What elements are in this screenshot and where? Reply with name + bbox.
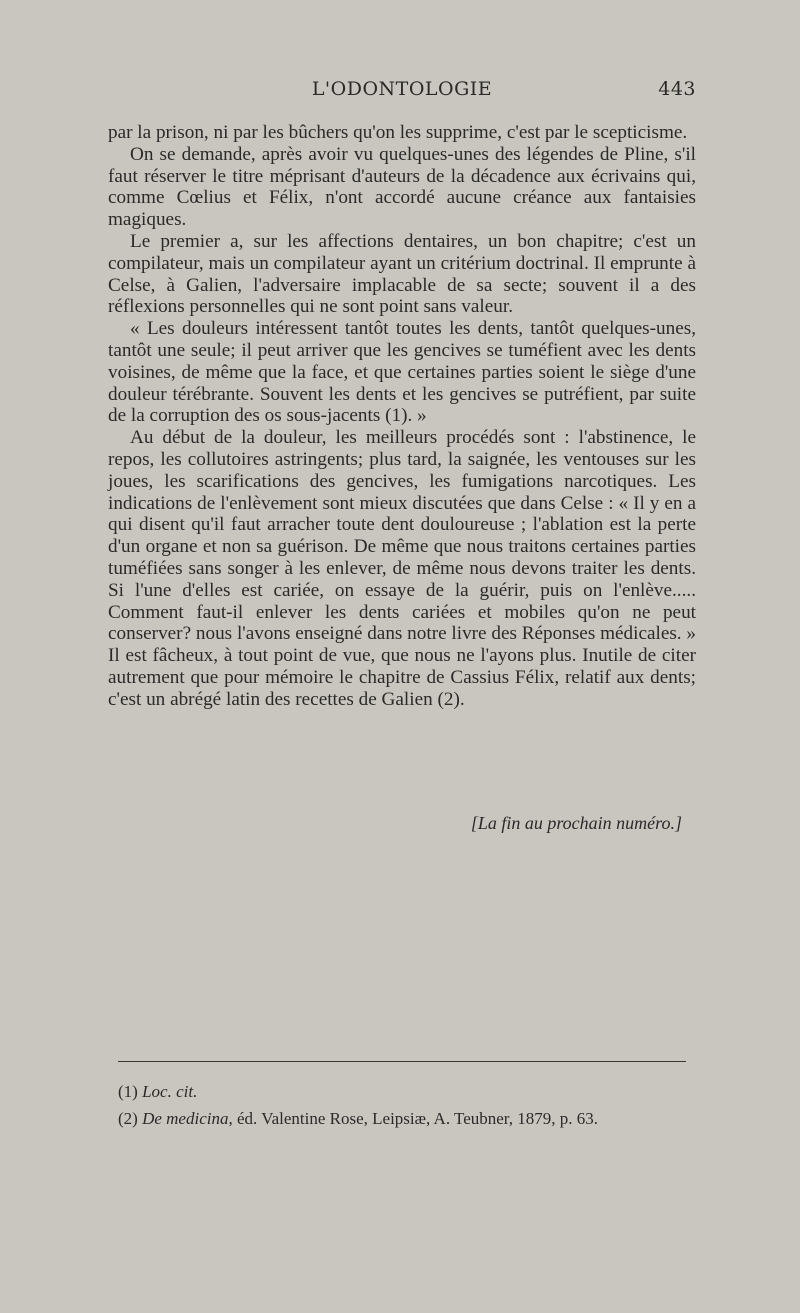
paragraph-continued: par la prison, ni par les bûchers qu'on les supprime, c'est par le scepticisme.	[108, 122, 688, 143]
footnote-title: Loc. cit.	[142, 1082, 198, 1101]
footnote	[118, 1078, 698, 1105]
footnote-rule	[118, 1061, 686, 1062]
paragraph: On se demande, après avoir vu quelques-unes des légendes de Pline, s'il faut réserver le titre méprisant d'auteurs de la décadence aux écrivains qui, comme Cœlius et Félix, n'ont accordé aucune créance aux fantaisies magiques.	[108, 143, 696, 231]
footnote-marker: (2)	[118, 1109, 138, 1128]
footnote-marker: (1)	[118, 1082, 138, 1101]
footnotes	[118, 1078, 698, 1132]
paragraph-quotation: « Les douleurs intéressent tantôt toutes les dents, tantôt quelques-unes, tantôt une seule; il peut arriver que les gencives se tuméfient avec les dents voisines, de même que la face, et que certaines parties soient le siège d'une douleur térébrante. Souvent les dents et les gencives se putréfient, par suite de la corruption des os sous-jacents (1). »	[108, 318, 696, 427]
continuation-note: [La fin au prochain numéro.]	[470, 813, 682, 833]
paragraph: Au début de la douleur, les meilleurs procédés sont : l'abstinence, le repos, les collutoires astringents; plus tard, la saignée, les ventouses sur les joues, les scarifications des gencives, les fumigations narcotiques. Les indications de l'enlèvement sont mieux discutées que dans Celse : « Il y en a qui disent qu'il faut arracher toute dent douloureuse ; l'ablation est la perte d'un organe et non sa guérison. De même que nous traitons certaines parties tuméfiées sans songer à les enlever, de même nous devons traiter les dents. Si l'une d'elles est cariée, on essaye de la guérir, puis on l'enlève..... Comment faut-il enlever les dents cariées et mobiles qu'on ne peut conserver? nous l'avons enseigné dans notre livre des Réponses médicales. » Il est fâcheux, à tout point de vue, que nous ne l'ayons plus. Inutile de citer autrement que pour mémoire le chapitre de Cassius Félix, relatif aux dents; c'est un abrégé latin des recettes de Galien (2).	[108, 427, 696, 710]
paragraph: Le premier a, sur les affections dentaires, un bon chapitre; c'est un compilateur, mais un compilateur ayant un critérium doctrinal. Il emprunte à Celse, à Galien, l'adversaire implacable de sa secte; souvent il a des réflexions personnelles qui ne sont point sans valeur.	[108, 230, 696, 318]
body-text	[108, 122, 696, 711]
footnote-title: De medicina	[142, 1109, 229, 1128]
footnote-rest: , éd. Valentine Rose, Leipsiæ, A. Teubner, 1879, p. 63.	[228, 1109, 599, 1128]
footnote	[118, 1105, 698, 1132]
running-head	[108, 78, 696, 104]
running-title: L'ODONTOLOGIE	[311, 78, 493, 100]
page-number: 443	[658, 78, 696, 100]
